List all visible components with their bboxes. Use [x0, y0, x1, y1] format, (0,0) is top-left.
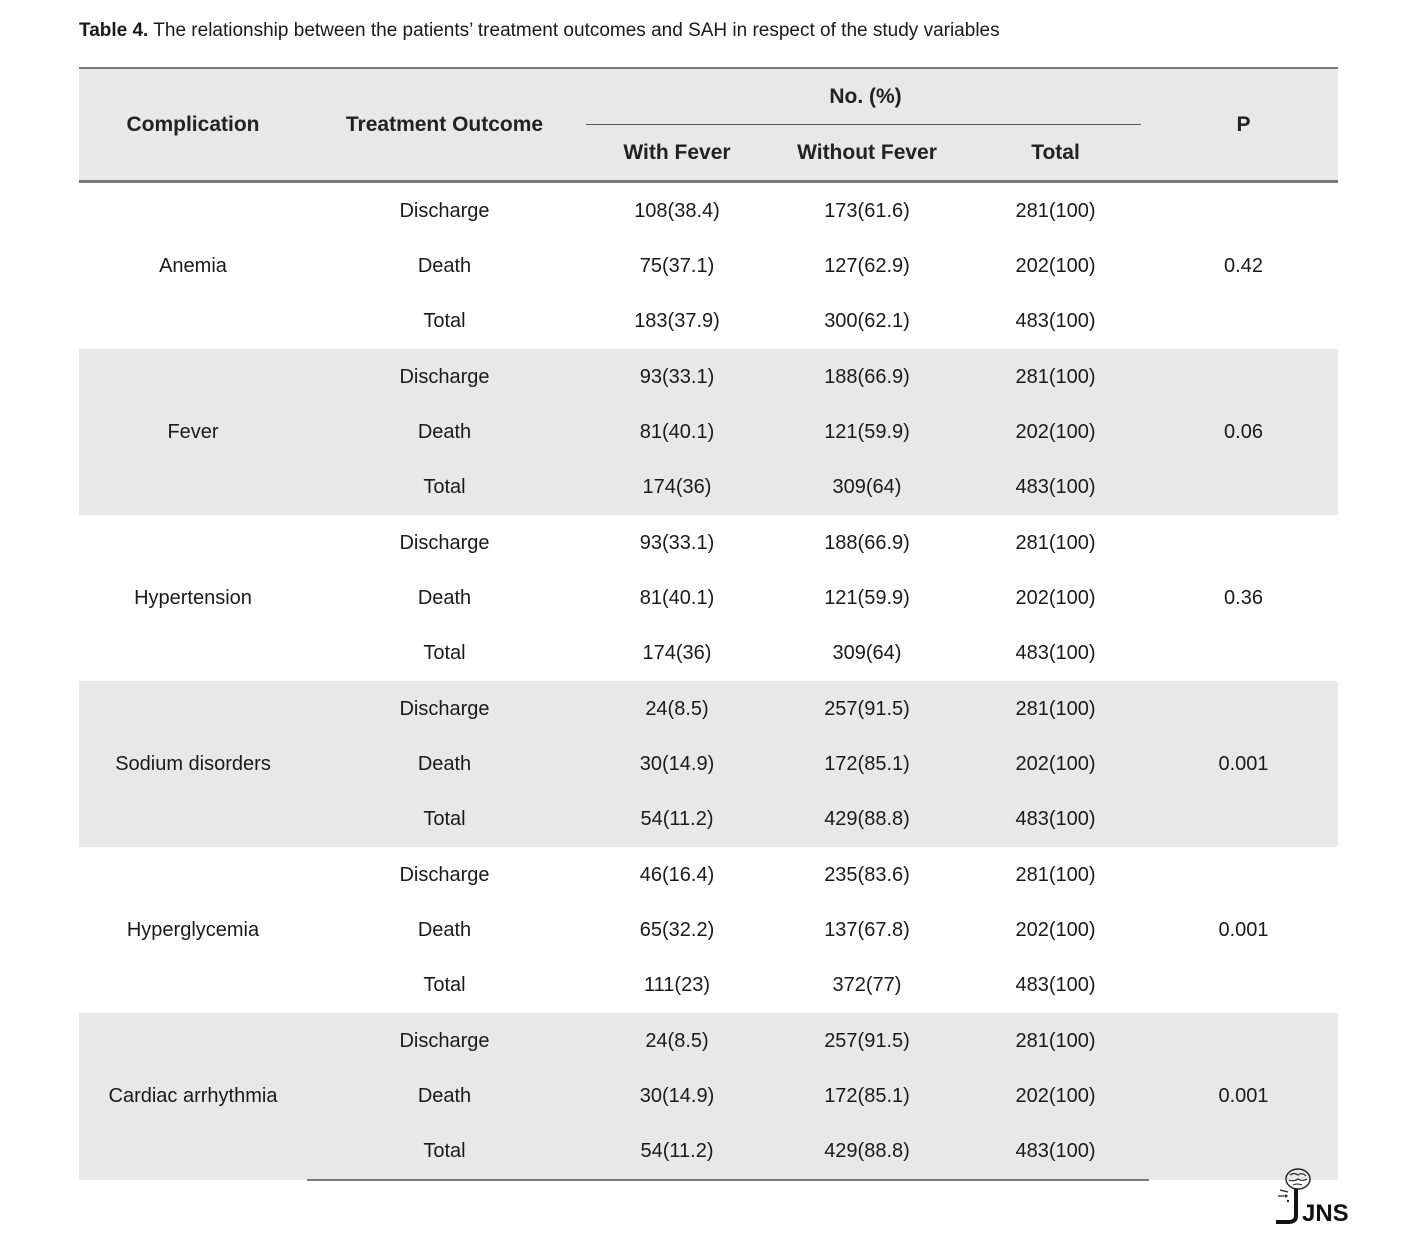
cell-total: 202(100) — [1015, 919, 1096, 941]
cell-with-fever: 75(37.1) — [639, 255, 715, 277]
table-caption — [79, 18, 1000, 44]
cell-with-fever: 93(33.1) — [639, 365, 715, 388]
cell-with-fever: 54(11.2) — [640, 808, 714, 830]
table-header — [79, 68, 1338, 182]
cell-with-fever: 183(37.9) — [634, 310, 720, 332]
cell-outcome: Total — [423, 808, 466, 830]
cell-without-fever: 309(64) — [832, 642, 902, 664]
logo-text: JNS — [1302, 1200, 1349, 1227]
cell-with-fever: 24(8.5) — [645, 697, 709, 720]
cell-outcome: Death — [417, 919, 472, 941]
table-row — [79, 681, 1338, 737]
cell-outcome: Discharge — [399, 1029, 490, 1052]
cell-p-value: 0.001 — [1218, 752, 1269, 775]
cell-outcome: Death — [417, 753, 472, 775]
table-row — [79, 1013, 1338, 1069]
cell-total: 202(100) — [1015, 1085, 1096, 1107]
header-group-no-percent — [582, 68, 1149, 125]
cell-without-fever: 429(88.8) — [824, 808, 910, 830]
cell-with-fever: 174(36) — [642, 476, 712, 498]
cell-without-fever: 137(67.8) — [824, 919, 910, 941]
cell-without-fever: 172(85.1) — [824, 753, 910, 775]
cell-total: 281(100) — [1015, 1029, 1096, 1052]
table-row — [79, 515, 1338, 571]
table-group-cardiac-arrhythmia — [79, 1013, 1338, 1180]
caption-label: Table 4. — [79, 20, 149, 41]
table-group-anemia — [79, 182, 1338, 350]
cell-total: 483(100) — [1015, 642, 1096, 664]
header-group-rule — [586, 124, 1141, 125]
cell-without-fever: 257(91.5) — [824, 697, 910, 720]
cell-total: 483(100) — [962, 1124, 1149, 1180]
cell-with-fever: 93(33.1) — [639, 531, 715, 554]
cell-total: 483(100) — [1015, 974, 1096, 996]
header-group-label: No. (%) — [829, 85, 902, 108]
cell-complication: Fever — [167, 420, 219, 443]
cell-outcome: Death — [417, 1085, 472, 1107]
cell-outcome: Discharge — [399, 365, 490, 388]
cell-without-fever: 188(66.9) — [824, 531, 910, 554]
cell-with-fever: 108(38.4) — [634, 199, 720, 222]
cell-total: 202(100) — [1015, 587, 1096, 609]
cell-total: 483(100) — [1015, 310, 1096, 332]
cell-without-fever: 121(59.9) — [824, 421, 910, 443]
table-row — [79, 847, 1338, 903]
cell-with-fever: 24(8.5) — [645, 1029, 709, 1052]
cell-with-fever: 65(32.2) — [639, 919, 715, 941]
table-group-hyperglycemia — [79, 847, 1338, 1013]
cell-total: 202(100) — [1015, 753, 1096, 775]
cell-without-fever: 172(85.1) — [824, 1085, 910, 1107]
header-total: Total — [1031, 140, 1080, 164]
cell-with-fever: 174(36) — [642, 642, 712, 664]
cell-total: 281(100) — [1015, 199, 1096, 222]
cell-without-fever: 188(66.9) — [824, 365, 910, 388]
cell-complication: Hypertension — [134, 586, 252, 609]
cell-total: 202(100) — [1015, 255, 1096, 277]
cell-complication: Sodium disorders — [115, 752, 271, 775]
cell-with-fever: 46(16.4) — [639, 863, 715, 886]
cell-outcome: Total — [423, 476, 466, 498]
table-row — [79, 182, 1338, 240]
cell-without-fever: 121(59.9) — [824, 587, 910, 609]
table-group-hypertension — [79, 515, 1338, 681]
cell-complication: Hyperglycemia — [126, 918, 260, 941]
cell-with-fever: 30(14.9) — [639, 1085, 715, 1107]
cell-complication: Anemia — [159, 254, 227, 277]
cell-outcome: Discharge — [399, 863, 490, 886]
table-group-fever — [79, 349, 1338, 515]
journal-logo — [1266, 1166, 1349, 1227]
cell-with-fever: 81(40.1) — [639, 587, 715, 609]
cell-outcome: Discharge — [399, 531, 490, 554]
header-treatment-outcome: Treatment Outcome — [345, 112, 544, 136]
cell-with-fever: 81(40.1) — [639, 421, 715, 443]
cell-p-value: 0.001 — [1218, 1085, 1269, 1107]
cell-total: 483(100) — [1015, 808, 1096, 830]
cell-outcome: Total — [423, 310, 466, 332]
cell-p-value: 0.36 — [1224, 586, 1263, 609]
cell-outcome: Discharge — [399, 199, 490, 222]
cell-without-fever: 372(77) — [832, 974, 902, 996]
cell-without-fever: 173(61.6) — [824, 199, 910, 222]
header-p: P — [1236, 112, 1251, 136]
cell-total: 281(100) — [1015, 863, 1096, 886]
cell-total: 281(100) — [1015, 365, 1096, 388]
cell-total: 281(100) — [1015, 697, 1096, 720]
jns-logo-icon — [1266, 1166, 1349, 1227]
cell-p-value: 0.06 — [1224, 420, 1263, 443]
cell-outcome: Death — [417, 587, 472, 609]
table-group-sodium-disorders — [79, 681, 1338, 847]
cell-p-value: 0.42 — [1224, 254, 1263, 277]
table-row — [79, 349, 1338, 405]
cell-total: 202(100) — [1015, 421, 1096, 443]
cell-total: 281(100) — [1015, 531, 1096, 554]
cell-outcome: Total — [423, 642, 466, 664]
cell-with-fever: 54(11.2) — [582, 1124, 772, 1180]
cell-without-fever: 300(62.1) — [824, 310, 910, 332]
header-with-fever: With Fever — [623, 140, 731, 164]
cell-without-fever: 309(64) — [832, 476, 902, 498]
cell-with-fever: 111(23) — [644, 974, 710, 996]
cell-without-fever: 429(88.8) — [772, 1124, 962, 1180]
cell-without-fever: 127(62.9) — [824, 255, 910, 277]
cell-complication: Cardiac arrhythmia — [108, 1085, 278, 1107]
cell-outcome: Death — [417, 255, 472, 277]
cell-total: 483(100) — [1015, 476, 1096, 498]
caption-text: The relationship between the patients’ treatment outcomes and SAH in respect of the study variables — [148, 20, 1000, 41]
cell-without-fever: 235(83.6) — [824, 863, 910, 886]
cell-outcome: Total — [307, 1124, 582, 1180]
header-complication: Complication — [126, 112, 260, 136]
cell-with-fever: 30(14.9) — [639, 753, 715, 775]
cell-outcome: Total — [423, 974, 466, 996]
header-without-fever: Without Fever — [797, 140, 937, 164]
cell-outcome: Discharge — [399, 697, 490, 720]
cell-outcome: Death — [417, 421, 472, 443]
data-table — [79, 67, 1338, 1181]
cell-without-fever: 257(91.5) — [824, 1029, 910, 1052]
cell-p-value: 0.001 — [1218, 918, 1269, 941]
